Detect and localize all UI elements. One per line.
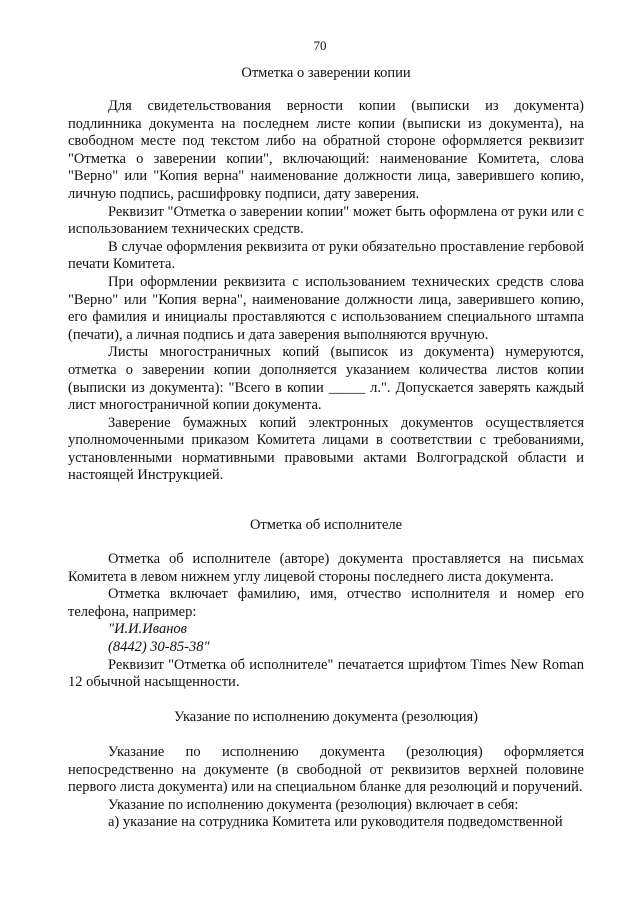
paragraph: Указание по исполнению документа (резолюция) оформляется непосредственно на документе (в свободной от реквизитов верхней половине первого листа документа) или на специальном бланке для резолюций и поручений. [68,744,584,796]
section-body-executor-mark [68,551,584,692]
section-body-resolution [68,744,584,832]
paragraph: Реквизит "Отметка об исполнителе" печатается шрифтом Times New Roman 12 обычной насыщенности. [68,656,584,691]
paragraph: В случае оформления реквизита от руки обязательно проставление гербовой печати Комитета. [68,238,584,273]
section-heading-copy-certification: Отметка о заверении копии [241,65,411,81]
paragraph: Указание по исполнению документа (резолюция) включает в себя: [108,796,519,813]
paragraph: Реквизит "Отметка о заверении копии" может быть оформлена от руки или с использованием технических средств. [68,203,584,238]
paragraph: Заверение бумажных копий электронных документов осуществляется уполномоченными приказом Комитета лицами в соответствии с требованиями, установленными нормативными правовыми актами Волгоградской области и настоящей Инструкцией. [68,414,584,484]
section-heading-resolution: Указание по исполнению документа (резолюция) [173,709,478,725]
paragraph: Отметка об исполнителе (авторе) документа проставляется на письмах Комитета в левом нижнем углу лицевой стороны последнего листа документа. [68,551,584,585]
page-number: 70 [313,38,327,53]
paragraph: Отметка включает фамилию, имя, отчество исполнителя и номер его телефона, например: [68,586,584,620]
example-name: "И.И.Иванов [108,621,187,638]
section-heading-executor-mark: Отметка об исполнителе [249,517,403,533]
example-phone: (8442) 30-85-38" [108,638,210,655]
section-body-copy-certification [68,98,584,485]
paragraph: Листы многостраничных копий (выписок из документа) нумеруются, отметка о заверении копии дополняется указанием количества листов копии (выписки из документа): "Всего в копии _____ л.". Допускается заверять каждый лист многостраничной копии документа. [68,344,584,414]
paragraph: а) указание на сотрудника Комитета или руководителя подведомственной [108,814,563,831]
paragraph: При оформлении реквизита с использованием технических средств слова "Верно" или "Копия верна", наименование должности лица, заверившего копию, его фамилия и инициалы проставляются с использованием специального штампа (печати), а личная подпись и дата заверения выполняются вручную. [68,273,584,343]
paragraph: Для свидетельствования верности копии (выписки из документа) подлинника документа на последнем листе копии (выписки из документа), на свободном месте под текстом либо на обратной стороне оформляется реквизит "Отметка о заверении копии", включающий: наименование Комитета, слова "Верно" или "Копия верна" наименование должности лица, заверившего копию, личную подпись, расшифровку подписи, дату заверения. [68,98,584,202]
